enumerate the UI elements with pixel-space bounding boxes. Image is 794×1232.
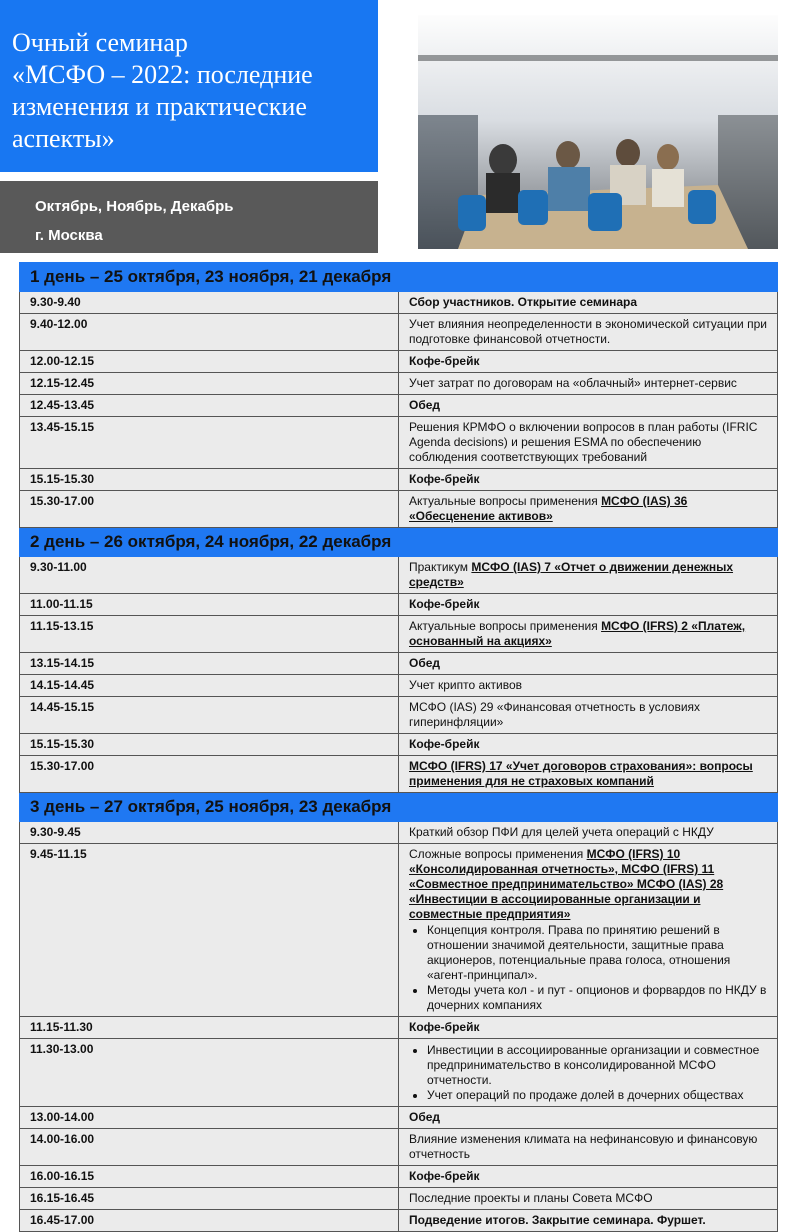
schedule-row bbox=[20, 1017, 778, 1039]
schedule-row bbox=[20, 616, 778, 653]
session-time: 11.15-13.15 bbox=[20, 616, 399, 653]
schedule-row bbox=[20, 395, 778, 417]
session-time: 16.45-17.00 bbox=[20, 1210, 399, 1232]
session-description bbox=[399, 616, 778, 653]
session-description bbox=[399, 373, 778, 395]
session-description bbox=[399, 653, 778, 675]
session-title: Обед bbox=[409, 398, 441, 412]
session-text: Краткий обзор ПФИ для целей учета операций с НКДУ bbox=[409, 825, 714, 839]
session-text: Практикум bbox=[409, 560, 472, 574]
session-text: Актуальные вопросы применения bbox=[409, 494, 602, 508]
topic-bullet: • Учет операций по продаже долей в дочерних обществах bbox=[427, 1088, 771, 1103]
session-time: 15.30-17.00 bbox=[20, 756, 399, 793]
session-text: Влияние изменения климата на нефинансовую и финансовую отчетность bbox=[409, 1132, 758, 1161]
day-header bbox=[20, 263, 778, 292]
session-description bbox=[399, 734, 778, 756]
schedule-row bbox=[20, 734, 778, 756]
schedule-row bbox=[20, 557, 778, 594]
session-description bbox=[399, 1107, 778, 1129]
session-description bbox=[399, 1210, 778, 1232]
title-line: Очный семинар bbox=[12, 28, 188, 57]
title-line: «МСФО – 2022: последние bbox=[12, 60, 313, 89]
standard-reference: МСФО (IAS) 36 «Обесценение активов» bbox=[409, 494, 688, 523]
day-title: 3 день – 27 октября, 25 ноября, 23 декабря bbox=[20, 793, 778, 822]
session-time: 12.15-12.45 bbox=[20, 373, 399, 395]
day-header bbox=[20, 528, 778, 557]
session-time: 14.15-14.45 bbox=[20, 675, 399, 697]
session-description bbox=[399, 417, 778, 469]
session-title: Кофе-брейк bbox=[409, 1020, 480, 1034]
session-time: 12.45-13.45 bbox=[20, 395, 399, 417]
session-description bbox=[399, 844, 778, 1017]
schedule-row bbox=[20, 756, 778, 793]
session-time: 9.30-9.45 bbox=[20, 822, 399, 844]
session-title: Обед bbox=[409, 1110, 441, 1124]
session-text: Решения КРМФО о включении вопросов в план работы (IFRIC Agenda decisions) и решения ESMA по обеспечению соблюдения соответствующих требований bbox=[409, 420, 758, 464]
session-description bbox=[399, 1039, 778, 1107]
session-text: Учет влияния неопределенности в экономической ситуации при подготовке финансовой отчетности. bbox=[409, 317, 767, 346]
schedule-row bbox=[20, 822, 778, 844]
schedule-row bbox=[20, 469, 778, 491]
session-time: 9.45-11.15 bbox=[20, 844, 399, 1017]
session-time: 11.15-11.30 bbox=[20, 1017, 399, 1039]
seminar-title bbox=[12, 27, 372, 155]
topic-bullets bbox=[409, 923, 771, 1013]
session-title: Кофе-брейк bbox=[409, 354, 480, 368]
session-description bbox=[399, 1166, 778, 1188]
schedule-row bbox=[20, 697, 778, 734]
session-description bbox=[399, 756, 778, 793]
seminar-city: г. Москва bbox=[35, 227, 103, 244]
session-title: Кофе-брейк bbox=[409, 597, 480, 611]
session-time: 16.15-16.45 bbox=[20, 1188, 399, 1210]
schedule-row bbox=[20, 1107, 778, 1129]
schedule-row bbox=[20, 351, 778, 373]
day-title: 2 день – 26 октября, 24 ноября, 22 декабря bbox=[20, 528, 778, 557]
topic-bullets bbox=[409, 1043, 771, 1103]
seminar-months: Октябрь, Ноябрь, Декабрь bbox=[35, 198, 234, 215]
session-text: Учет крипто активов bbox=[409, 678, 523, 692]
session-title: Кофе-брейк bbox=[409, 472, 480, 486]
topic-bullet: • Инвестиции в ассоциированные организации и совместное предпринимательство в консолидированной МСФО отчетности. bbox=[427, 1043, 771, 1088]
session-time: 15.15-15.30 bbox=[20, 469, 399, 491]
session-description bbox=[399, 351, 778, 373]
session-text: Сложные вопросы применения bbox=[409, 847, 587, 861]
session-text: МСФО (IAS) 29 «Финансовая отчетность в условиях гиперинфляции» bbox=[409, 700, 701, 729]
session-description bbox=[399, 1017, 778, 1039]
session-description bbox=[399, 697, 778, 734]
session-description bbox=[399, 395, 778, 417]
session-time: 14.00-16.00 bbox=[20, 1129, 399, 1166]
title-line: аспекты» bbox=[12, 124, 115, 153]
standard-reference: МСФО (IAS) 7 «Отчет о движении денежных средств» bbox=[409, 560, 734, 589]
session-title: Подведение итогов. Закрытие семинара. Фуршет. bbox=[409, 1213, 706, 1227]
standard-reference: МСФО (IFRS) 2 «Платеж, основанный на акциях» bbox=[409, 619, 746, 648]
session-time: 14.45-15.15 bbox=[20, 697, 399, 734]
session-description bbox=[399, 1188, 778, 1210]
session-text: Актуальные вопросы применения bbox=[409, 619, 602, 633]
day-title: 1 день – 25 октября, 23 ноября, 21 декабря bbox=[20, 263, 778, 292]
session-time: 12.00-12.15 bbox=[20, 351, 399, 373]
day-header bbox=[20, 793, 778, 822]
session-time: 11.00-11.15 bbox=[20, 594, 399, 616]
schedule-row bbox=[20, 373, 778, 395]
schedule-row bbox=[20, 314, 778, 351]
schedule-row bbox=[20, 1210, 778, 1232]
title-line: изменения и практические bbox=[12, 92, 307, 121]
session-description bbox=[399, 292, 778, 314]
session-title: Кофе-брейк bbox=[409, 737, 480, 751]
session-description bbox=[399, 314, 778, 351]
session-time: 13.00-14.00 bbox=[20, 1107, 399, 1129]
schedule-row bbox=[20, 1166, 778, 1188]
session-time: 13.45-15.15 bbox=[20, 417, 399, 469]
schedule-row bbox=[20, 675, 778, 697]
topic-bullet: • Концепция контроля. Права по принятию решений в отношении значимой деятельности, защитные права акционеров, потенциальные права голоса, отношения «агент-принципал». bbox=[427, 923, 771, 983]
session-description bbox=[399, 822, 778, 844]
schedule-table bbox=[19, 262, 778, 1232]
session-time: 11.30-13.00 bbox=[20, 1039, 399, 1107]
session-text: Последние проекты и планы Совета МСФО bbox=[409, 1191, 653, 1205]
session-description bbox=[399, 675, 778, 697]
title-banner bbox=[0, 0, 378, 172]
schedule-row bbox=[20, 417, 778, 469]
session-description bbox=[399, 469, 778, 491]
schedule-row bbox=[20, 594, 778, 616]
session-description bbox=[399, 557, 778, 594]
session-time: 16.00-16.15 bbox=[20, 1166, 399, 1188]
schedule-row bbox=[20, 1188, 778, 1210]
session-time: 9.30-9.40 bbox=[20, 292, 399, 314]
schedule-row bbox=[20, 491, 778, 528]
session-title: Обед bbox=[409, 656, 441, 670]
session-time: 15.30-17.00 bbox=[20, 491, 399, 528]
schedule-row bbox=[20, 292, 778, 314]
session-time: 13.15-14.15 bbox=[20, 653, 399, 675]
session-time: 9.40-12.00 bbox=[20, 314, 399, 351]
schedule-row bbox=[20, 1129, 778, 1166]
standard-reference: МСФО (IFRS) 17 «Учет договоров страхования»: вопросы применения для не страховых компаний bbox=[409, 759, 753, 788]
schedule-row bbox=[20, 653, 778, 675]
standard-reference: МСФО (IFRS) 10 «Консолидированная отчетность», МСФО (IFRS) 11 «Совместное предпринимательство» МСФО (IAS) 28 «Инвестиции в ассоциированные организации и совместные предприятия» bbox=[409, 847, 724, 921]
session-time: 9.30-11.00 bbox=[20, 557, 399, 594]
date-banner bbox=[0, 181, 378, 253]
meeting-photo bbox=[418, 15, 778, 249]
session-title: Сбор участников. Открытие семинара bbox=[409, 295, 638, 309]
session-description bbox=[399, 491, 778, 528]
schedule-row bbox=[20, 1039, 778, 1107]
session-time: 15.15-15.30 bbox=[20, 734, 399, 756]
session-description bbox=[399, 594, 778, 616]
schedule-row bbox=[20, 844, 778, 1017]
topic-bullet: • Методы учета кол - и пут - опционов и форвардов по НКДУ в дочерних компаниях bbox=[427, 983, 771, 1013]
session-title: Кофе-брейк bbox=[409, 1169, 480, 1183]
session-description bbox=[399, 1129, 778, 1166]
session-text: Учет затрат по договорам на «облачный» интернет-сервис bbox=[409, 376, 737, 390]
